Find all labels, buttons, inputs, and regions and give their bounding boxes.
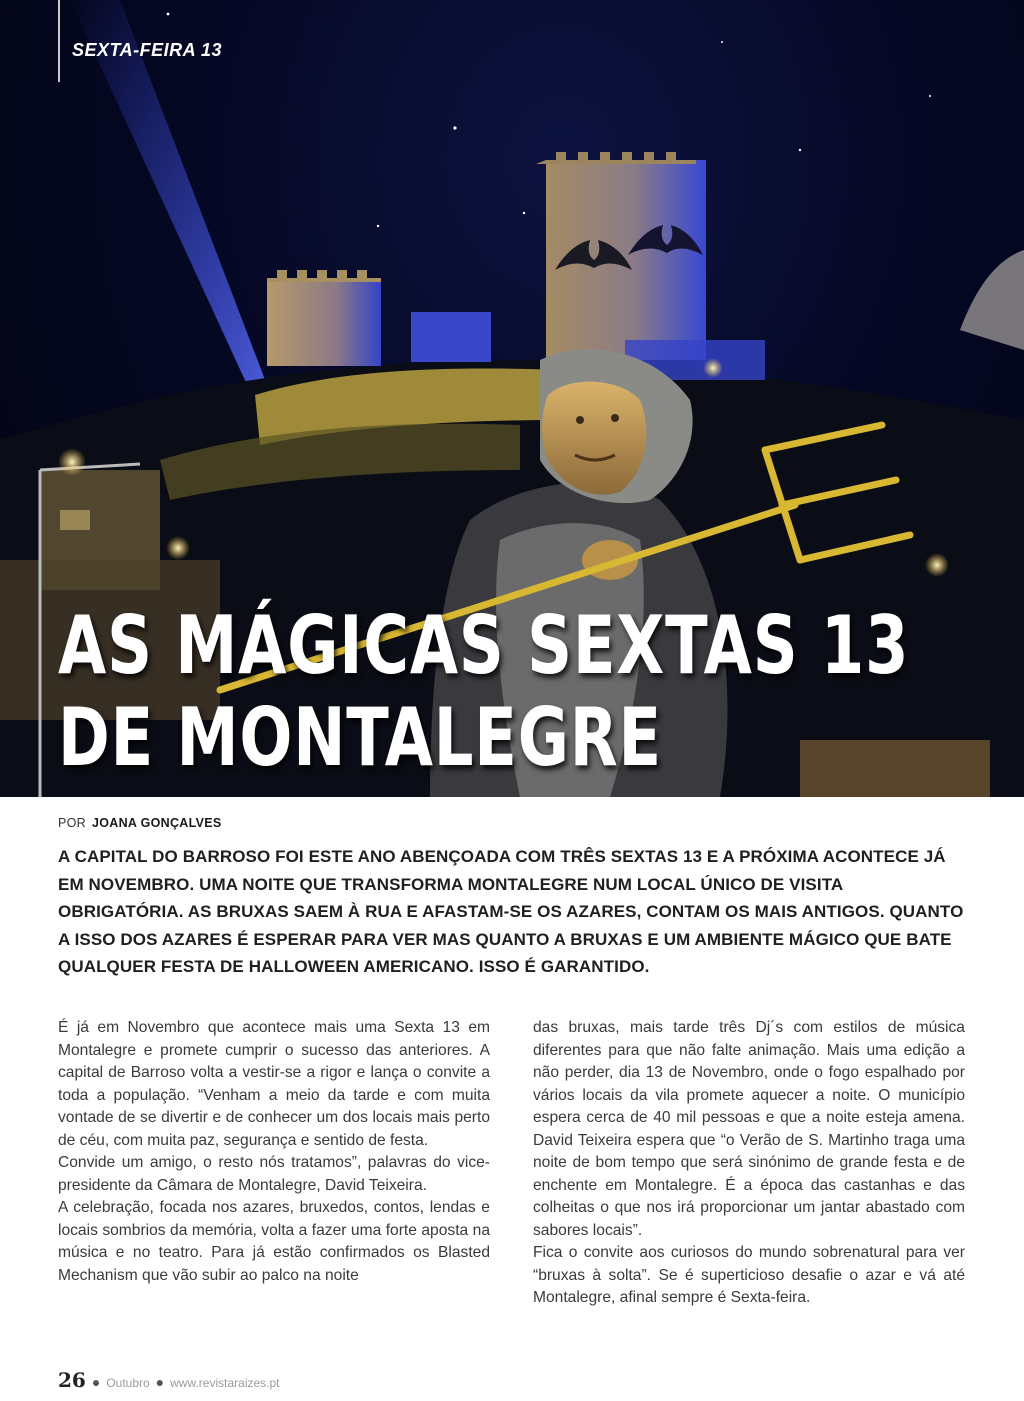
bullet-icon: ● [155, 1374, 165, 1390]
body-paragraph: É já em Novembro que acontece mais uma Sexta 13 em Montalegre e promete cumprir o sucesso das anteriores. A capital de Barroso volta a vestir-se a rigor e lança o convite a toda a população. “Venham a meio da tarde e com muita vontade de se divertir e de conhecer um dos locais mais perto de céu, com muita paz, segurança e sentido de festa. [58, 1019, 490, 1149]
title-line-1: AS MÁGICAS SEXTAS 13 [58, 599, 910, 692]
byline [58, 816, 222, 830]
title-line-2: DE MONTALEGRE [58, 691, 662, 784]
section-rule [58, 0, 60, 82]
body-column-left [58, 1017, 490, 1287]
lead-paragraph: A CAPITAL DO BARROSO FOI ESTE ANO ABENÇOADA COM TRÊS SEXTAS 13 E A PRÓXIMA ACONTECE JÁ EM NOVEMBRO. UMA NOITE QUE TRANSFORMA MONTALEGRE NUM LOCAL ÚNICO DE VISITA OBRIGATÓRIA. AS BRUXAS SAEM À RUA E AFASTAM-SE OS AZARES, CONTAM OS MAIS ANTIGOS. QUANTO A ISSO DOS AZARES É ESPERAR PARA VER MAS QUANTO A BRUXAS E UM AMBIENTE MÁGICO QUE BATE QUALQUER FESTA DE HALLOWEEN AMERICANO. ISSO É GARANTIDO. [58, 847, 964, 976]
byline-author: JOANA GONÇALVES [92, 816, 222, 830]
footer-website-link[interactable]: www.revistaraizes.pt [170, 1376, 280, 1390]
article-title [58, 599, 910, 784]
page-footer [58, 1368, 280, 1392]
body-column-right [533, 1017, 965, 1310]
body-paragraph: Convide um amigo, o resto nós tratamos”, palavras do vice-presidente da Câmara de Montalegre, David Teixeira. [58, 1154, 490, 1194]
page-number: 26 [58, 1368, 86, 1392]
byline-prefix: POR [58, 816, 86, 830]
bullet-icon: ● [91, 1374, 101, 1390]
body-paragraph: A celebração, focada nos azares, bruxedos, contos, lendas e locais sombrios da memória, volta a fazer uma forte aposta na música e no teatro. Para já estão confirmados os Blasted Mechanism que vão subir ao palco na noite [58, 1199, 490, 1284]
footer-month: Outubro [106, 1376, 150, 1390]
body-paragraph: das bruxas, mais tarde três Dj´s com estilos de música diferentes para que não falte animação. Mais uma edição a não perder, dia 13 de Novembro, onde o fogo espalhado por vários locais da vila promete aquecer a noite. O município espera cerca de 40 mil pessoas e que a noite esteja amena. David Teixeira espera que “o Verão de S. Martinho traga uma noite de bom tempo que será sinónimo de grande festa e de enchente em Montalegre. É a época das castanhas e das colheitas o que nos irá proporcionar um jantar abastado com sabores locais”. [533, 1019, 965, 1239]
body-paragraph: Fica o convite aos curiosos do mundo sobrenatural para ver “bruxas à solta”. Se é superticioso desafie o azar e vá até Montalegre, afinal sempre é Sexta-feira. [533, 1244, 965, 1306]
section-label: SEXTA-FEIRA 13 [72, 40, 223, 60]
